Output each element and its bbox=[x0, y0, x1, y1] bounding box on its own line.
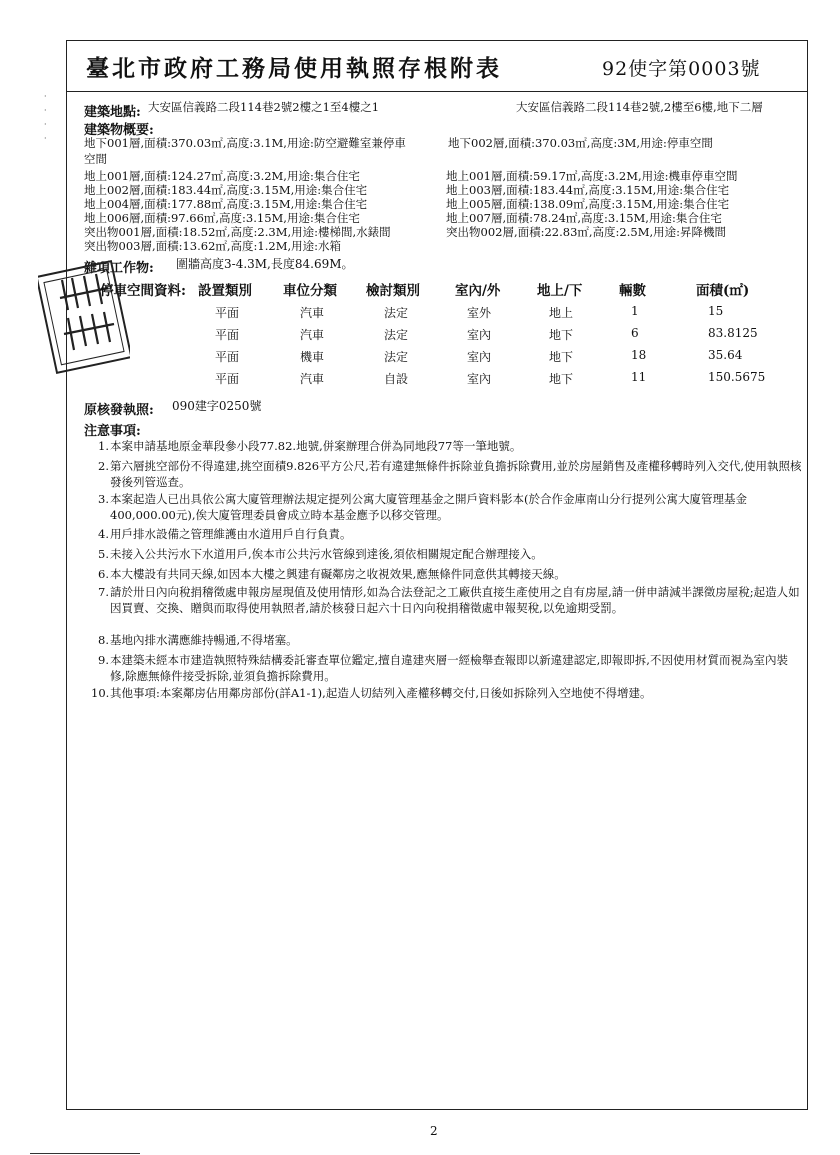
table-cell: 地上 bbox=[549, 306, 574, 320]
overview-left-3: 地上004層,面積:177.88㎡,高度:3.15M,用途:集合住宅 bbox=[84, 197, 368, 211]
overview-left-4: 地上006層,面積:97.66㎡,高度:3.15M,用途:集合住宅 bbox=[84, 211, 360, 225]
note-item: 未接入公共污水下水道用戶,俟本市公共污水管線到達後,須依相關規定配合辦理接入。 bbox=[110, 547, 543, 561]
table-cell: 35.64 bbox=[708, 348, 743, 362]
note-item: 請於卅日內向稅捐稽徵處申報房屋現值及使用情形,如為合法登記之工廠供直接生產使用之自有房屋,請一併申請減半課徵房屋稅;起造人如因買賣、交換、贈與而取得使用執照者,請於核發日起六十日內向稅捐稽徵處申報契稅,以免逾期受罰。 bbox=[110, 585, 800, 615]
official-seal-stamp bbox=[38, 258, 130, 376]
table-cell: 法定 bbox=[384, 328, 409, 342]
permit-number: 92使字第0003號 bbox=[602, 58, 761, 80]
overview-left-1: 地上001層,面積:124.27㎡,高度:3.2M,用途:集合住宅 bbox=[84, 169, 360, 183]
overview-right-3: 地上005層,面積:138.09㎡,高度:3.15M,用途:集合住宅 bbox=[446, 197, 730, 211]
notes-label: 注意事項: bbox=[84, 424, 141, 439]
table-cell: 平面 bbox=[215, 306, 240, 320]
address-label: 建築地點: bbox=[84, 105, 141, 120]
parking-header-vehicle: 車位分類 bbox=[283, 283, 337, 299]
note-number: 3. bbox=[98, 492, 109, 506]
table-cell: 18 bbox=[631, 348, 647, 362]
parking-header-indoor: 室內/外 bbox=[455, 283, 501, 299]
note-item: 本大樓設有共同天線,如因本大樓之興建有礙鄰房之收視效果,應無條件同意供其轉接天線。 bbox=[110, 567, 566, 581]
note-item: 本案申請基地原金華段參小段77.82.地號,併案辦理合併為同地段77等一筆地號。 bbox=[110, 439, 522, 453]
overview-label: 建築物概要: bbox=[84, 123, 154, 138]
table-cell: 地下 bbox=[549, 328, 574, 342]
original-permit-label: 原核發執照: bbox=[84, 403, 154, 418]
original-permit-value: 090建字0250號 bbox=[172, 399, 262, 413]
table-cell: 法定 bbox=[384, 306, 409, 320]
note-item: 其他事項:本案鄰房佔用鄰房部份(詳A1-1),起造人切結列入產權移轉交付,日後如拆除列入空地使不得增建。 bbox=[110, 686, 652, 700]
table-cell: 平面 bbox=[215, 350, 240, 364]
table-cell: 室外 bbox=[467, 306, 492, 320]
table-cell: 室內 bbox=[467, 372, 492, 386]
overview-right-5: 突出物002層,面積:22.83㎡,高度:2.5M,用途:昇降機間 bbox=[446, 225, 727, 239]
note-item: 基地內排水溝應維持暢通,不得堵塞。 bbox=[110, 633, 298, 647]
overview-left-5: 突出物001層,面積:18.52㎡,高度:2.3M,用途:樓梯間,水錶間 bbox=[84, 225, 391, 239]
parking-header-review: 檢討類別 bbox=[366, 283, 420, 299]
parking-header-area: 面積(㎡) bbox=[696, 283, 750, 299]
document-title: 臺北市政府工務局使用執照存根附表 bbox=[86, 55, 502, 82]
note-item: 用戶排水設備之管理維護由水道用戶自行負責。 bbox=[110, 527, 352, 541]
overview-b002: 地下002層,面積:370.03㎡,高度:3M,用途:停車空間 bbox=[448, 136, 713, 150]
overview-b001-cont: 空間 bbox=[84, 152, 107, 166]
note-item: 本案起造人已出具依公寓大廈管理辦法規定提列公寓大廈管理基金之開戶資料影本(於合作金庫南山分行提列公寓大廈管理基金400,000.00元),俟大廈管理委員會成立時本基金應予以移交管理。 bbox=[110, 492, 747, 522]
parking-header-level: 地上/下 bbox=[537, 283, 583, 299]
note-number: 9. bbox=[98, 653, 109, 667]
misc-work-value: 圍牆高度3-4.3M,長度84.69M。 bbox=[176, 257, 354, 271]
table-cell: 15 bbox=[708, 304, 724, 318]
overview-right-2: 地上003層,面積:183.44㎡,高度:3.15M,用途:集合住宅 bbox=[446, 183, 730, 197]
page-number: 2 bbox=[430, 1124, 438, 1138]
overview-left-6: 突出物003層,面積:13.62㎡,高度:1.2M,用途:水箱 bbox=[84, 239, 342, 253]
table-cell: 室內 bbox=[467, 350, 492, 364]
table-cell: 平面 bbox=[215, 372, 240, 386]
note-number: 4. bbox=[98, 527, 109, 541]
note-number: 2. bbox=[98, 459, 109, 473]
table-cell: 機車 bbox=[300, 350, 325, 364]
note-number: 8. bbox=[98, 633, 109, 647]
table-cell: 自設 bbox=[384, 372, 409, 386]
overview-b001: 地下001層,面積:370.03㎡,高度:3.1M,用途:防空避難室兼停車 bbox=[84, 136, 406, 150]
address-value: 大安區信義路二段114巷2號2樓之1至4樓之1 bbox=[148, 100, 380, 114]
note-item: 第六層挑空部份不得違建,挑空面積9.826平方公尺,若有違建無條件拆除並負擔拆除費用,並於房屋銷售及產權移轉時列入交代,使用執照核發後列管巡查。 bbox=[110, 459, 802, 489]
table-cell: 6 bbox=[631, 326, 639, 340]
table-cell: 地下 bbox=[549, 372, 574, 386]
overview-left-2: 地上002層,面積:183.44㎡,高度:3.15M,用途:集合住宅 bbox=[84, 183, 368, 197]
table-cell: 地下 bbox=[549, 350, 574, 364]
table-cell: 法定 bbox=[384, 350, 409, 364]
table-cell: 汽車 bbox=[300, 328, 325, 342]
parking-label: 停車空間資料: bbox=[100, 283, 186, 299]
table-cell: 150.5675 bbox=[708, 370, 766, 384]
margin-marks: · · · · bbox=[44, 92, 47, 143]
parking-header-count: 輛數 bbox=[619, 283, 646, 299]
note-item: 本建築未經本市建造執照特殊結構委託審查單位鑑定,擅自違建夾層一經檢舉查報即以新違建認定,即報即拆,不因使用材質而視為室內裝修,除應無條件接受拆除,並須負擔拆除費用。 bbox=[110, 653, 788, 683]
table-cell: 汽車 bbox=[300, 372, 325, 386]
table-cell: 11 bbox=[631, 370, 647, 384]
note-number: 5. bbox=[98, 547, 109, 561]
table-cell: 1 bbox=[631, 304, 639, 318]
note-number: 7. bbox=[98, 585, 109, 599]
note-number: 6. bbox=[98, 567, 109, 581]
address-value-right: 大安區信義路二段114巷2號,2樓至6樓,地下二層 bbox=[516, 100, 763, 114]
table-cell: 汽車 bbox=[300, 306, 325, 320]
note-number: 10. bbox=[91, 686, 110, 700]
parking-header-type: 設置類別 bbox=[198, 283, 252, 299]
table-cell: 室內 bbox=[467, 328, 492, 342]
overview-right-4: 地上007層,面積:78.24㎡,高度:3.15M,用途:集合住宅 bbox=[446, 211, 722, 225]
note-number: 1. bbox=[98, 439, 109, 453]
table-cell: 平面 bbox=[215, 328, 240, 342]
bottom-rule bbox=[30, 1153, 140, 1154]
overview-right-1: 地上001層,面積:59.17㎡,高度:3.2M,用途:機車停車空間 bbox=[446, 169, 738, 183]
misc-work-label: 雜項工作物: bbox=[84, 261, 154, 276]
table-cell: 83.8125 bbox=[708, 326, 758, 340]
